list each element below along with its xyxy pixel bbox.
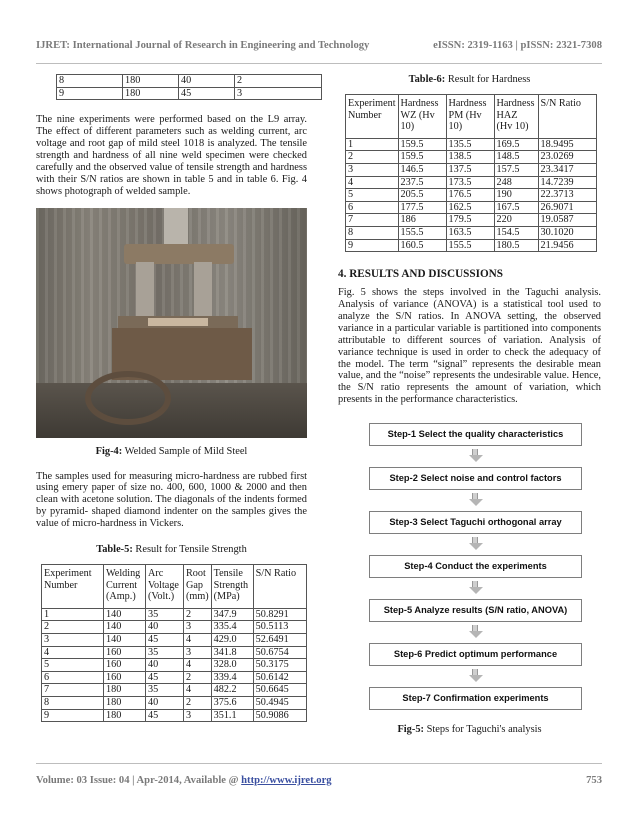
table-cell: 2	[184, 671, 212, 684]
fig4-caption	[36, 446, 307, 457]
table-row	[42, 608, 307, 621]
table-cell: 5	[42, 659, 104, 672]
hardness-table	[345, 94, 597, 252]
table-cell: 328.0	[211, 659, 253, 672]
table-cell: 180	[104, 697, 146, 710]
table5-caption	[36, 544, 307, 555]
journal-title: IJRET: International Journal of Research in Engineering and Technology	[36, 40, 370, 51]
table-row	[42, 671, 307, 684]
journal-link[interactable]: http://www.ijret.org	[241, 775, 332, 786]
table-cell: 339.4	[211, 671, 253, 684]
table-cell: 3	[184, 646, 212, 659]
table-cell: 154.5	[494, 226, 538, 239]
continued-table	[56, 74, 322, 100]
flow-step-1: Step-1 Select the quality characteristics	[369, 423, 582, 446]
table-cell: 155.5	[398, 226, 446, 239]
tensile-strength-table	[41, 564, 307, 722]
table-row	[346, 176, 597, 189]
table-cell: 3	[346, 163, 399, 176]
table-row	[346, 214, 597, 227]
taguchi-flowchart	[369, 423, 582, 718]
table-cell: 186	[398, 214, 446, 227]
table-cell: 2	[184, 608, 212, 621]
table-cell: 45	[146, 634, 184, 647]
table-cell: 160	[104, 671, 146, 684]
table-cell: 429.0	[211, 634, 253, 647]
section-heading: 4. RESULTS AND DISCUSSIONS	[338, 268, 503, 281]
table-cell: 7	[42, 684, 104, 697]
flow-arrow-icon	[469, 625, 481, 638]
table-row	[346, 189, 597, 202]
flow-arrow-icon	[469, 581, 481, 594]
table-row: 9 180 45 3	[57, 87, 322, 100]
table-cell: 135.5	[446, 138, 494, 151]
issn: eISSN: 2319-1163 | pISSN: 2321-7308	[433, 40, 602, 51]
table-row	[42, 621, 307, 634]
table-cell: 4	[184, 634, 212, 647]
table-cell: 179.5	[446, 214, 494, 227]
table-cell: 23.3417	[538, 163, 596, 176]
fig4-text: Welded Sample of Mild Steel	[124, 445, 248, 457]
table-row	[346, 151, 597, 164]
table-cell: 50.6142	[253, 671, 306, 684]
table-cell: 351.1	[211, 709, 253, 722]
flow-arrow-icon	[469, 493, 481, 506]
table-cell: 40	[146, 659, 184, 672]
table-cell: 138.5	[446, 151, 494, 164]
table-cell: 140	[104, 608, 146, 621]
table-cell: 157.5	[494, 163, 538, 176]
table-cell: 140	[104, 634, 146, 647]
column-header: Welding Current (Amp.)	[104, 565, 146, 609]
table-row	[346, 239, 597, 252]
table-cell: 4	[184, 659, 212, 672]
table-cell: 40	[146, 621, 184, 634]
table-cell: 8	[42, 697, 104, 710]
table-cell: 180	[104, 709, 146, 722]
column-header: Arc Voltage (Volt.)	[146, 565, 184, 609]
table-cell: 35	[146, 684, 184, 697]
table-cell: 146.5	[398, 163, 446, 176]
table-cell: 8	[346, 226, 399, 239]
fig5-text: Steps for Taguchi's analysis	[426, 724, 542, 736]
page-number: 753	[586, 775, 602, 786]
table-cell: 26.9071	[538, 201, 596, 214]
table-cell: 7	[346, 214, 399, 227]
table-header-row	[42, 565, 307, 609]
table-cell: 50.6645	[253, 684, 306, 697]
fig5-caption	[338, 724, 601, 735]
column-header: Experiment Number	[42, 565, 104, 609]
footer-volume-text: Volume: 03 Issue: 04 | Apr-2014, Available @	[36, 775, 239, 786]
table-cell: 137.5	[446, 163, 494, 176]
table-cell: 341.8	[211, 646, 253, 659]
page-footer	[36, 775, 602, 786]
table-cell: 50.3175	[253, 659, 306, 672]
column-header: Hardness HAZ (Hv 10)	[494, 95, 538, 139]
fig5-label: Fig-5:	[397, 724, 424, 736]
table-cell: 50.6754	[253, 646, 306, 659]
flow-arrow-icon	[469, 537, 481, 550]
table-cell: 140	[104, 621, 146, 634]
table-row: 8 180 40 2	[57, 75, 322, 88]
table-cell: 19.0587	[538, 214, 596, 227]
table-cell: 148.5	[494, 151, 538, 164]
table-row	[42, 697, 307, 710]
column-header: Hardness WZ (Hv 10)	[398, 95, 446, 139]
table-cell: 14.7239	[538, 176, 596, 189]
table-cell: 3	[42, 634, 104, 647]
table-cell: 177.5	[398, 201, 446, 214]
table-cell: 50.9086	[253, 709, 306, 722]
table-cell: 159.5	[398, 138, 446, 151]
table-cell: 160	[104, 646, 146, 659]
table-cell: 155.5	[446, 239, 494, 252]
left-column	[36, 74, 307, 722]
table-cell: 6	[42, 671, 104, 684]
table-cell: 1	[346, 138, 399, 151]
table-cell: 6	[346, 201, 399, 214]
table-cell: 3	[184, 709, 212, 722]
table-cell: 50.4945	[253, 697, 306, 710]
table-cell: 375.6	[211, 697, 253, 710]
table-cell: 3	[184, 621, 212, 634]
table-cell: 176.5	[446, 189, 494, 202]
flow-step-7: Step-7 Confirmation experiments	[369, 687, 582, 710]
table-row	[346, 201, 597, 214]
column-header: Tensile Strength (MPa)	[211, 565, 253, 609]
flow-step-6: Step-6 Predict optimum performance	[369, 643, 582, 666]
table-cell: 482.2	[211, 684, 253, 697]
table-cell: 50.8291	[253, 608, 306, 621]
table-cell: 23.0269	[538, 151, 596, 164]
column-header: Experiment Number	[346, 95, 399, 139]
table5-label: Table-5:	[96, 544, 133, 556]
table-cell: 4	[346, 176, 399, 189]
table-row	[346, 226, 597, 239]
table5-title: Result for Tensile Strength	[135, 544, 247, 556]
flow-arrow-icon	[469, 449, 481, 462]
table-cell: 18.9495	[538, 138, 596, 151]
table6-caption	[338, 74, 601, 85]
table-cell: 2	[346, 151, 399, 164]
footer-rule	[36, 763, 602, 764]
table-row	[346, 138, 597, 151]
table-cell: 335.4	[211, 621, 253, 634]
table-cell: 4	[42, 646, 104, 659]
table-cell: 190	[494, 189, 538, 202]
table-cell: 5	[346, 189, 399, 202]
paragraph-results: Fig. 5 shows the steps involved in the Taguchi analysis. Analysis of variance (ANOVA) is a statistical tool used to analyze the S/N ratios. In ANOVA setting, the observed variance in a particular variable is partitioned into components attributable to different sources of variation. Analysis of variance technique is used in order to check the adequacy of the model. The term “signal” represents the desirable mean value, and the “noise” represents the undesirable value. Hence, the S/N ratio represents the amount of variation, which presents in the performance characteristics.	[338, 287, 601, 406]
table-cell: 205.5	[398, 189, 446, 202]
right-column	[338, 74, 601, 735]
flow-step-4: Step-4 Conduct the experiments	[369, 555, 582, 578]
table-cell: 9	[346, 239, 399, 252]
table-cell: 173.5	[446, 176, 494, 189]
column-header: Root Gap (mm)	[184, 565, 212, 609]
fig4-label: Fig-4:	[95, 445, 123, 457]
table-header-row	[346, 95, 597, 139]
table-cell: 347.9	[211, 608, 253, 621]
table-cell: 22.3713	[538, 189, 596, 202]
table-cell: 52.6491	[253, 634, 306, 647]
welded-sample-photo	[36, 208, 307, 438]
table-row	[42, 684, 307, 697]
table-cell: 9	[42, 709, 104, 722]
table-cell: 40	[146, 697, 184, 710]
table-cell: 220	[494, 214, 538, 227]
page-header	[36, 40, 602, 51]
table-cell: 45	[146, 671, 184, 684]
table-cell: 50.5113	[253, 621, 306, 634]
table-cell: 162.5	[446, 201, 494, 214]
table-cell: 160.5	[398, 239, 446, 252]
footer-volume	[36, 775, 332, 786]
table-cell: 163.5	[446, 226, 494, 239]
paragraph-micro-hardness: The samples used for measuring micro-hardness are rubbed first using emery paper of size no. 400, 600, 1000 & 2000 and then clean with acetone solution. The diagonals of the indents formed by pyramid- shaped diamond indenter on the samples gives the value of micro-hardness in Vickers.	[36, 470, 307, 530]
table-cell: 2	[42, 621, 104, 634]
table-cell: 4	[184, 684, 212, 697]
table-cell: 160	[104, 659, 146, 672]
table-cell: 237.5	[398, 176, 446, 189]
table-cell: 2	[184, 697, 212, 710]
flow-step-3: Step-3 Select Taguchi orthogonal array	[369, 511, 582, 534]
table6-label: Table-6:	[408, 74, 446, 85]
table-cell: 167.5	[494, 201, 538, 214]
table-row	[42, 709, 307, 722]
table-cell: 180	[104, 684, 146, 697]
table-cell: 45	[146, 709, 184, 722]
table-row	[42, 646, 307, 659]
header-rule	[36, 63, 602, 64]
column-header: S/N Ratio	[253, 565, 306, 609]
flow-step-2: Step-2 Select noise and control factors	[369, 467, 582, 490]
table-cell: 159.5	[398, 151, 446, 164]
table-cell: 21.9456	[538, 239, 596, 252]
table6-title: Result for Hardness	[447, 74, 531, 85]
table-cell: 248	[494, 176, 538, 189]
welded-sample-drawing	[36, 208, 307, 438]
table-row	[346, 163, 597, 176]
table-row	[42, 634, 307, 647]
table-cell: 35	[146, 646, 184, 659]
table-cell: 169.5	[494, 138, 538, 151]
paragraph-experiments: The nine experiments were performed based on the L9 array. The effect of different parameters such as welding current, arc voltage and root gap of mild steel 1018 is analyzed. The tensile strength and hardness of all nine weld specimen were checked carefully and the observed value of tensile strength and hardness with their S/N ratios are shown in table 5 and in table 6. Fig. 4 shows photograph of welded sample.	[36, 114, 307, 197]
table-cell: 35	[146, 608, 184, 621]
table-cell: 180.5	[494, 239, 538, 252]
table-row	[42, 659, 307, 672]
table-cell: 1	[42, 608, 104, 621]
flow-step-5: Step-5 Analyze results (S/N ratio, ANOVA)	[369, 599, 582, 622]
flow-arrow-icon	[469, 669, 481, 682]
table-cell: 30.1020	[538, 226, 596, 239]
column-header: Hardness PM (Hv 10)	[446, 95, 494, 139]
column-header: S/N Ratio	[538, 95, 596, 139]
